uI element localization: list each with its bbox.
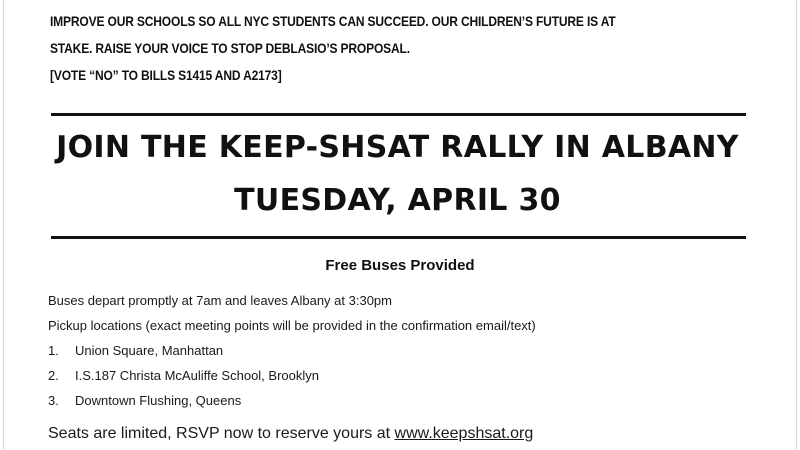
- intro-line-2: STAKE. RAISE YOUR VOICE TO STOP DEBLASIO’S PROPOSAL.: [50, 40, 410, 56]
- location-name: I.S.187 Christa McAuliffe School, Brooklyn: [75, 368, 319, 383]
- divider-bottom: [51, 236, 746, 239]
- list-item: [48, 340, 748, 365]
- pickup-intro: Pickup locations (exact meeting points will be provided in the confirmation email/text): [48, 318, 536, 333]
- list-number: 2.: [48, 368, 59, 383]
- intro-line-3: [VOTE “NO” TO BILLS S1415 AND A2173]: [50, 67, 282, 83]
- location-name: Union Square, Manhattan: [75, 343, 224, 358]
- intro-line-1: IMPROVE OUR SCHOOLS SO ALL NYC STUDENTS CAN SUCCEED. OUR CHILDREN’S FUTURE IS AT: [50, 13, 616, 29]
- rsvp-text: Seats are limited, RSVP now to reserve yours at: [48, 425, 395, 442]
- bus-details: [48, 290, 748, 415]
- list-number: 1.: [48, 343, 59, 358]
- free-buses-heading: Free Buses Provided: [325, 257, 475, 274]
- divider-top: [51, 113, 746, 116]
- pickup-location-list: [48, 340, 748, 415]
- rally-date: TUESDAY, APRIL 30: [234, 183, 561, 218]
- intro-paragraph: [50, 8, 669, 89]
- rsvp-link[interactable]: www.keepshsat.org: [394, 425, 534, 442]
- location-name: Downtown Flushing, Queens: [75, 393, 242, 408]
- rsvp-footer: [48, 425, 533, 443]
- list-item: [48, 390, 748, 415]
- list-number: 3.: [48, 393, 59, 408]
- rally-headline: JOIN THE KEEP-SHSAT RALLY IN ALBANY: [56, 130, 739, 165]
- list-item: [48, 365, 748, 390]
- departure-info: Buses depart promptly at 7am and leaves Albany at 3:30pm: [48, 293, 392, 308]
